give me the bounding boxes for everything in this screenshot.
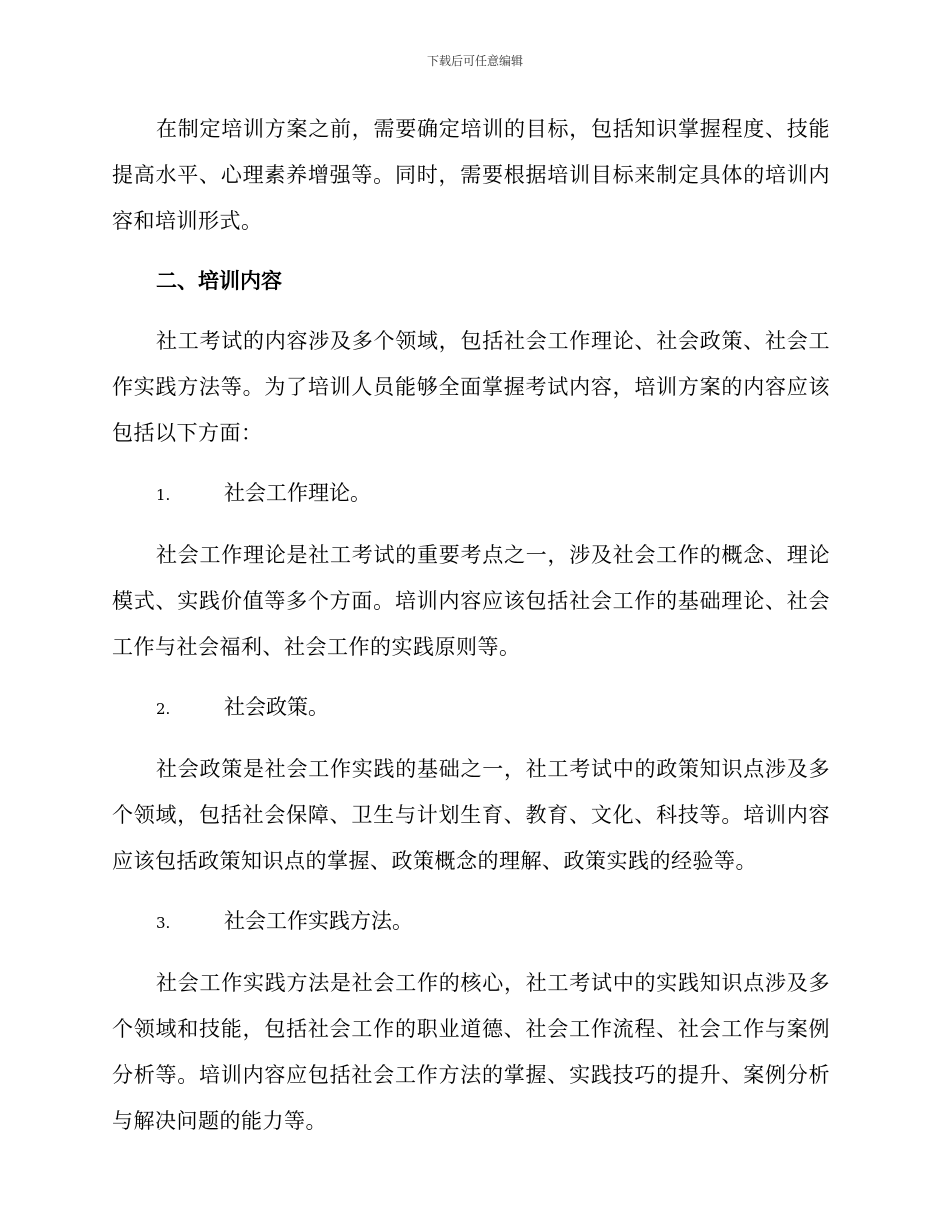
list-item: [112, 470, 830, 518]
list-item-description: 社会工作实践方法是社会工作的核心，社工考试中的实践知识点涉及多个领域和技能，包括社会工作的职业道德、社会工作流程、社会工作与案例分析等。培训内容应包括社会工作方法的掌握、实践技巧的提升、案例分析与解决问题的能力等。: [112, 971, 830, 1133]
list-item-title: 社会政策。: [224, 695, 329, 719]
intro-paragraph: 在制定培训方案之前，需要确定培训的目标，包括知识掌握程度、技能提高水平、心理素养增强等。同时，需要根据培训目标来制定具体的培训内容和培训形式。: [112, 117, 830, 233]
list-item-number: 1.: [156, 486, 171, 504]
list-item: [112, 898, 830, 946]
section-paragraph: 社工考试的内容涉及多个领域，包括社会工作理论、社会政策、社会工作实践方法等。为了培训人员能够全面掌握考试内容，培训方案的内容应该包括以下方面：: [112, 329, 830, 445]
list-item-description: 社会工作理论是社工考试的重要考点之一，涉及社会工作的概念、理论模式、实践价值等多个方面。培训内容应该包括社会工作的基础理论、社会工作与社会福利、社会工作的实践原则等。: [112, 543, 830, 659]
section-heading: 二、培训内容: [156, 269, 282, 293]
list-item-number: 3.: [156, 914, 171, 932]
list-item: [112, 684, 830, 732]
list-item-title: 社会工作实践方法。: [224, 909, 413, 933]
list-item-title: 社会工作理论。: [224, 481, 371, 505]
list-item-description: 社会政策是社会工作实践的基础之一，社工考试中的政策知识点涉及多个领域，包括社会保障、卫生与计划生育、教育、文化、科技等。培训内容应该包括政策知识点的掌握、政策概念的理解、政策实践的经验等。: [112, 757, 830, 873]
document-body: [112, 106, 830, 1144]
list-item-number: 2.: [156, 700, 171, 718]
page-header: 下载后可任意编辑: [426, 54, 523, 68]
